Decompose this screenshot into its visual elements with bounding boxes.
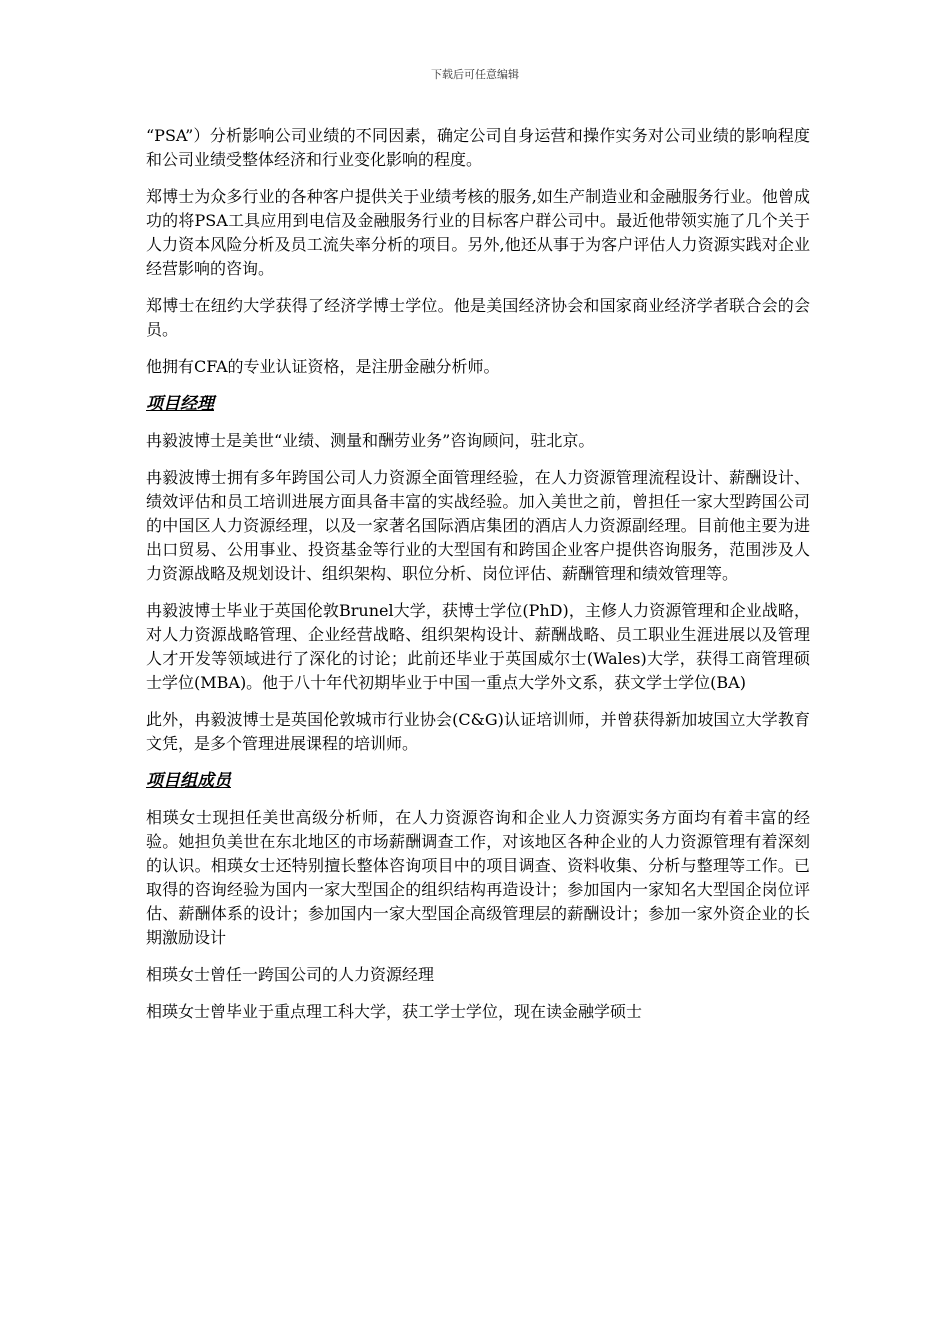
paragraph-zheng-services: 郑博士为众多行业的各种客户提供关于业绩考核的服务,如生产制造业和金融服务行业。他曾成功的将PSA工具应用到电信及金融服务行业的目标客户群公司中。最近他带领实施了几个关于人力资本风险分析及员工流失率分析的项目。另外,他还从事于为客户评估人力资源实践对企业经营影响的咨询。 <box>146 187 810 278</box>
paragraph-zheng-cfa: 他拥有CFA的专业认证资格，是注册金融分析师。 <box>146 357 500 376</box>
paragraph-xiang-experience: 相瑛女士现担任美世高级分析师，在人力资源咨询和企业人力资源实务方面均有着丰富的经验。她担负美世在东北地区的市场薪酬调查工作，对该地区各种企业的人力资源管理有着深刻的认识。相瑛女士还特别擅长整体咨询项目中的项目调查、资料收集、分析与整理等工作。已取得的咨询经验为国内一家大型国企的组织结构再造设计；参加国内一家知名大型国企岗位评估、薪酬体系的设计；参加国内一家大型国企高级管理层的薪酬设计；参加一家外资企业的长期激励设计 <box>146 808 810 947</box>
paragraph-xiang-education: 相瑛女士曾毕业于重点理工科大学，获工学士学位，现在读金融学硕士 <box>146 1002 643 1021</box>
section-heading-team-members: 项目组成员 <box>146 771 231 791</box>
paragraph-ran-experience: 冉毅波博士拥有多年跨国公司人力资源全面管理经验，在人力资源管理流程设计、薪酬设计、绩效评估和员工培训进展方面具备丰富的实战经验。加入美世之前，曾担任一家大型跨国公司的中国区人力资源经理，以及一家著名国际酒店集团的酒店人力资源副经理。目前他主要为进出口贸易、公用事业、投资基金等行业的大型国有和跨国企业客户提供咨询服务，范围涉及人力资源战略及规划设计、组织架构、职位分析、岗位评估、薪酬管理和绩效管理等。 <box>146 468 810 583</box>
paragraph-ran-intro: 冉毅波博士是美世“业绩、测量和酬劳业务”咨询顾问，驻北京。 <box>146 431 595 450</box>
paragraph-xiang-previous-role: 相瑛女士曾任一跨国公司的人力资源经理 <box>146 965 435 984</box>
document-body <box>146 124 810 1037</box>
paragraph-ran-training: 此外，冉毅波博士是英国伦敦城市行业协会(C&G)认证培训师，并曾获得新加坡国立大学教育文凭，是多个管理进展课程的培训师。 <box>146 710 810 753</box>
paragraph-psa-analysis: “PSA”）分析影响公司业绩的不同因素，确定公司自身运营和操作实务对公司业绩的影响程度和公司业绩受整体经济和行业变化影响的程度。 <box>146 126 810 169</box>
paragraph-ran-education: 冉毅波博士毕业于英国伦敦Brunel大学，获博士学位(PhD)，主修人力资源管理和企业战略，对人力资源战略管理、企业经营战略、组织架构设计、薪酬战略、员工职业生涯进展以及管理人才开发等领域进行了深化的讨论；此前还毕业于英国威尔士(Wales)大学，获得工商管理硕士学位(MBA)。他于八十年代初期毕业于中国一重点大学外文系，获文学士学位(BA) <box>146 601 810 692</box>
section-heading-project-manager: 项目经理 <box>146 394 214 414</box>
paragraph-zheng-education: 郑博士在纽约大学获得了经济学博士学位。他是美国经济协会和国家商业经济学者联合会的会员。 <box>146 296 810 339</box>
page-header-note: 下载后可任意编辑 <box>431 68 519 81</box>
